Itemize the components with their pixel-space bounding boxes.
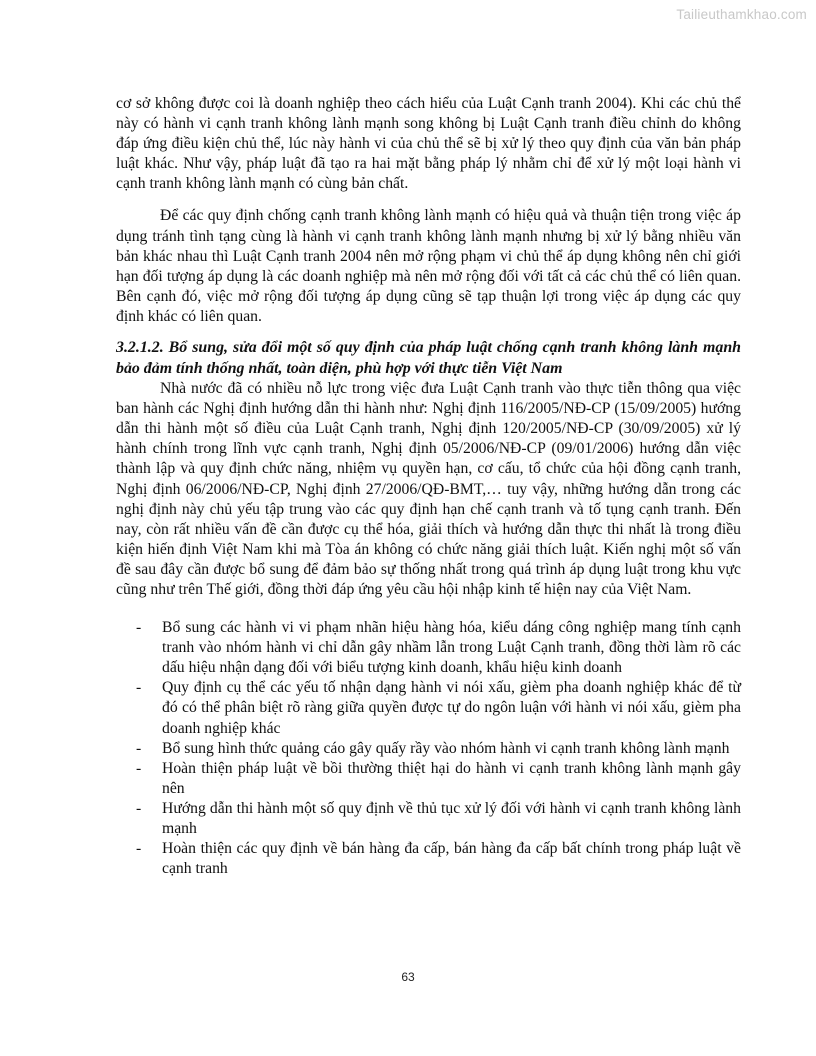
list-item-text: Hướng dẫn thi hành một số quy định về thủ tục xử lý đối với hành vi cạnh tranh không lành mạnh bbox=[162, 799, 741, 837]
bullet-dash: - bbox=[136, 759, 142, 777]
list-item-text: Hoàn thiện pháp luật về bồi thường thiệt hại do hành vi cạnh tranh không lành mạnh gây nên bbox=[162, 759, 741, 797]
bullet-dash: - bbox=[136, 799, 142, 817]
recommendation-list bbox=[116, 618, 741, 879]
list-item bbox=[116, 678, 741, 738]
bullet-dash: - bbox=[136, 619, 142, 637]
list-item bbox=[116, 839, 741, 879]
list-item bbox=[116, 799, 741, 839]
document-body bbox=[116, 94, 741, 879]
paragraph-2: Để các quy định chống cạnh tranh không lành mạnh có hiệu quả và thuận tiện trong việc áp dụng tránh tình tạng cùng là hành vi cạnh tranh không lành mạnh nhưng bị xử lý bằng nhiều văn bản khác nhau thì Luật Cạnh tranh 2004 nên mở rộng phạm vi chủ thể áp dụng không nên chỉ giới hạn đối tượng áp dụng là các doanh nghiệp mà nên mở rộng đối với tất cả các chủ thể có liên quan. Bên cạnh đó, việc mở rộng đối tượng áp dụng cũng sẽ tạp thuận lợi trong việc áp dụng các quy định khác có liên quan. bbox=[116, 207, 741, 325]
paragraph-1: cơ sở không được coi là doanh nghiệp theo cách hiểu của Luật Cạnh tranh 2004). Khi các chủ thể này có hành vi cạnh tranh không lành mạnh song không bị Luật Cạnh tranh điều chỉnh do không đáp ứng điều kiện chủ thể, lúc này hành vi của chủ thể sẽ bị xử lý theo quy định của văn bản pháp luật khác. Như vậy, pháp luật đã tạo ra hai mặt bằng pháp lý nhằm chỉ để xử lý một loại hành vi cạnh tranh không lành mạnh có cùng bản chất. bbox=[116, 95, 741, 193]
list-item-text: Bổ sung các hành vi vi phạm nhãn hiệu hàng hóa, kiểu dáng công nghiệp mang tính cạnh tranh vào nhóm hành vi chỉ dẫn gây nhầm lẫn trong Luật Cạnh tranh, đồng thời làm rõ các dấu hiệu nhận dạng đối với biểu tượng kinh doanh, khẩu hiệu kinh doanh bbox=[162, 619, 741, 677]
list-item bbox=[116, 759, 741, 799]
list-item bbox=[116, 618, 741, 678]
list-item bbox=[116, 739, 741, 759]
bullet-dash: - bbox=[136, 840, 142, 858]
page-number: 63 bbox=[401, 970, 415, 984]
bullet-dash: - bbox=[136, 679, 142, 697]
watermark: Tailieuthamkhao.com bbox=[676, 7, 807, 22]
bullet-dash: - bbox=[136, 739, 142, 757]
paragraph-3: Nhà nước đã có nhiều nỗ lực trong việc đưa Luật Cạnh tranh vào thực tiễn thông qua việc ban hành các Nghị định hướng dẫn thi hành như: Nghị định 116/2005/NĐ-CP (15/09/2005) hướng dẫn thi hành một số điều của Luật Cạnh tranh, Nghị định 120/2005/NĐ-CP (30/09/2005) xử lý hành chính trong lĩnh vực cạnh tranh, Nghị định 05/2006/NĐ-CP (09/01/2006) hướng dẫn việc thành lập và quy định chức năng, nhiệm vụ quyền hạn, cơ cấu, tổ chức của hội đồng cạnh tranh, Nghị định 06/2006/NĐ-CP, Nghị định 27/2006/QĐ-BMT,… tuy vậy, những hướng dẫn trong các nghị định này chủ yếu tập trung vào các quy định hạn chế cạnh tranh và tố tụng cạnh tranh. Đến nay, còn rất nhiều vấn đề cần được cụ thể hóa, giải thích và hướng dẫn thực thi nhất là trong điều kiện hiến định Việt Nam khi mà Tòa án không có chức năng giải thích luật. Kiến nghị một số vấn đề sau đây cần được bổ sung để đảm bảo sự thống nhất trong quá trình áp dụng luật trong khu vực cũng như trên Thế giới, đồng thời đáp ứng yêu cầu hội nhập kinh tế hiện nay của Việt Nam. bbox=[116, 380, 741, 598]
list-item-text: Quy định cụ thể các yếu tố nhận dạng hành vi nói xấu, gièm pha doanh nghiệp khác để từ đó có thể phân biệt rõ ràng giữa quyền được tự do ngôn luận với hành vi nói xấu, gièm pha doanh nghiệp khác bbox=[162, 679, 741, 737]
section-heading: 3.2.1.2. Bổ sung, sửa đổi một số quy định của pháp luật chống cạnh tranh không lành mạnh bảo đảm tính thống nhất, toàn diện, phù hợp với thực tiễn Việt Nam bbox=[116, 339, 741, 378]
list-item-text: Bổ sung hình thức quảng cáo gây quấy rầy vào nhóm hành vi cạnh tranh không lành mạnh bbox=[162, 739, 730, 757]
list-item-text: Hoàn thiện các quy định về bán hàng đa cấp, bán hàng đa cấp bất chính trong pháp luật về cạnh tranh bbox=[162, 840, 741, 878]
